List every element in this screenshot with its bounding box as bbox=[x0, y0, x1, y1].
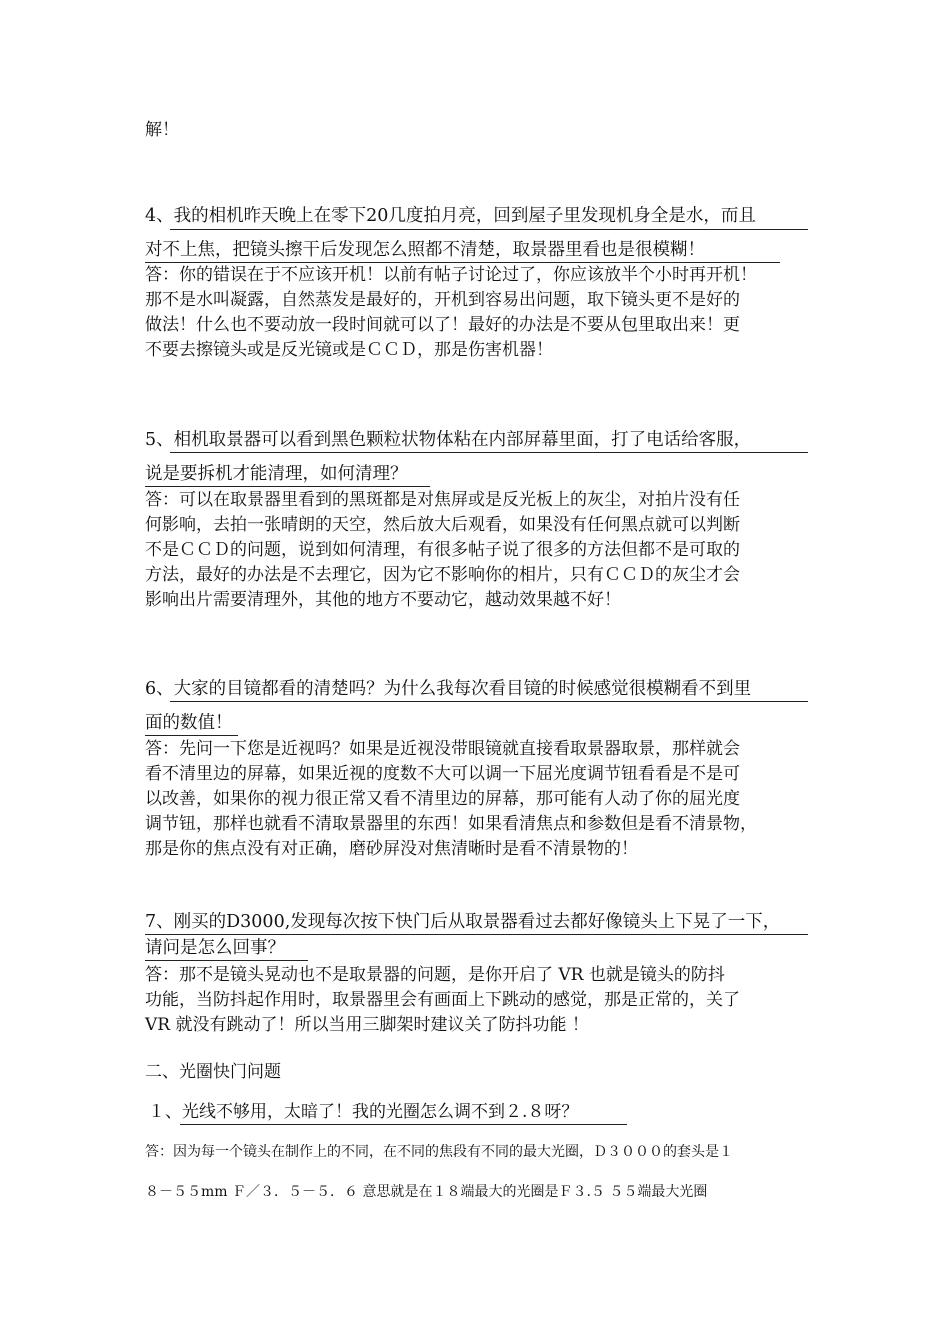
question-6-underline-2 bbox=[145, 735, 238, 736]
question-7-line-1: 7、刚买的D3000,发现每次按下快门后从取景器看过去都好像镜头上下晃了一下， bbox=[145, 912, 781, 932]
question-5-line-1 bbox=[145, 428, 751, 452]
question-4-number: 4、 bbox=[145, 206, 174, 226]
answer-6-line-5: 那是你的焦点没有对正确，磨砂屏没对焦清晰时是看不清景物的！ bbox=[145, 839, 638, 859]
question-4-text: 我的相机昨天晚上在零下20几度拍月亮，回到屋子里发现机身全是水，而且 bbox=[173, 206, 756, 226]
section-2-question-1-text: 光线不够用，太暗了！我的光圈怎么调不到２.８呀？ bbox=[182, 1102, 579, 1122]
question-6-text: 大家的目镜都看的清楚吗？为什么我每次看目镜的时候感觉很模糊看不到里 bbox=[173, 679, 752, 699]
question-7-underline-1 bbox=[145, 934, 808, 935]
section-2-question-1-number: １、 bbox=[148, 1102, 182, 1122]
answer-6-line-2: 看不清里边的屏幕，如果近视的度数不大可以调一下屈光度调节钮看看是不是可 bbox=[145, 764, 740, 784]
answer-7-line-1: 答：那不是镜头晃动也不是取景器的问题，是你开启了 VR 也就是镜头的防抖 bbox=[145, 965, 725, 985]
answer-4-line-3: 做法！什么也不要动放一段时间就可以了！最好的办法是不要从包里取出来！更 bbox=[145, 315, 740, 335]
question-4-line-2: 对不上焦，把镜头擦干后发现怎么照都不清楚，取景器里看也是很模糊！ bbox=[145, 240, 705, 260]
question-7-underline-2 bbox=[145, 960, 308, 961]
answer-6-line-1: 答：先问一下您是近视吗？如果是近视没带眼镜就直接看取景器取景，那样就会 bbox=[145, 739, 740, 759]
answer-7-line-2: 功能，当防抖起作用时，取景器里会有画面上下跳动的感觉，那是正常的，关了 bbox=[145, 990, 740, 1010]
answer-6-line-3: 以改善，如果你的视力很正常又看不清里边的屏幕，那可能有人动了你的屈光度 bbox=[145, 789, 740, 809]
section-2-answer-1-line-1: 答：因为每一个镜头在制作上的不同，在不同的焦段有不同的最大光圈，Ｄ３０００的套头是１ bbox=[145, 1144, 733, 1160]
question-5-underline-1 bbox=[170, 452, 808, 453]
answer-4-line-2: 那不是水叫凝露，自然蒸发是最好的，开机到容易出问题，取下镜头更不是好的 bbox=[145, 290, 740, 310]
question-6-line-2: 面的数值！ bbox=[145, 713, 233, 733]
answer-6-line-4: 调节钮，那样也就看不清取景器里的东西！如果看清焦点和参数但是看不清景物， bbox=[145, 814, 757, 834]
question-6-number: 6、 bbox=[145, 679, 174, 699]
question-4-line-1 bbox=[145, 204, 756, 228]
question-7-line-2: 请问是怎么回事？ bbox=[145, 938, 285, 958]
question-4-underline-1 bbox=[170, 229, 808, 230]
answer-5-line-4: 方法，最好的办法是不去理它，因为它不影响你的相片，只有ＣＣＤ的灰尘才会 bbox=[145, 565, 740, 585]
section-2-question-1 bbox=[148, 1100, 578, 1124]
answer-5-line-5: 影响出片需要清理外，其他的地方不要动它，越动效果越不好！ bbox=[145, 590, 621, 610]
answer-4-line-4: 不要去擦镜头或是反光镜或是ＣＣＤ，那是伤害机器！ bbox=[145, 340, 553, 360]
question-5-number: 5、 bbox=[145, 430, 174, 450]
intro-tail-text: 解！ bbox=[145, 120, 179, 140]
section-2-question-1-underline bbox=[180, 1124, 627, 1125]
question-6-line-1 bbox=[145, 677, 751, 701]
answer-4-line-1: 答：你的错误在于不应该开机！以前有帖子讨论过了，你应该放半个小时再开机！ bbox=[145, 265, 757, 285]
question-5-underline-2 bbox=[145, 486, 430, 487]
section-2-answer-1-line-2: ８－５５mm Ｆ／３．５－５．６ 意思就是在１８端最大的光圈是Ｆ３.５ ５５端最大光圈 bbox=[145, 1184, 708, 1200]
answer-5-line-2: 何影响，去拍一张晴朗的天空，然后放大后观看，如果没有任何黑点就可以判断 bbox=[145, 515, 740, 535]
section-2-title: 二、光圈快门问题 bbox=[145, 1062, 281, 1082]
question-6-underline-1 bbox=[170, 701, 808, 702]
answer-5-line-3: 不是ＣＣＤ的问题，说到如何清理，有很多帖子说了很多的方法但都不是可取的 bbox=[145, 540, 740, 560]
answer-7-line-3: VR 就没有跳动了！所以当用三脚架时建议关了防抖功能 ！ bbox=[145, 1015, 589, 1035]
question-5-line-2: 说是要拆机才能清理，如何清理？ bbox=[145, 464, 408, 484]
answer-5-line-1: 答：可以在取景器里看到的黑斑都是对焦屏或是反光板上的灰尘，对拍片没有任 bbox=[145, 490, 740, 510]
question-5-text: 相机取景器可以看到黑色颗粒状物体粘在内部屏幕里面，打了电话给客服， bbox=[173, 430, 752, 450]
